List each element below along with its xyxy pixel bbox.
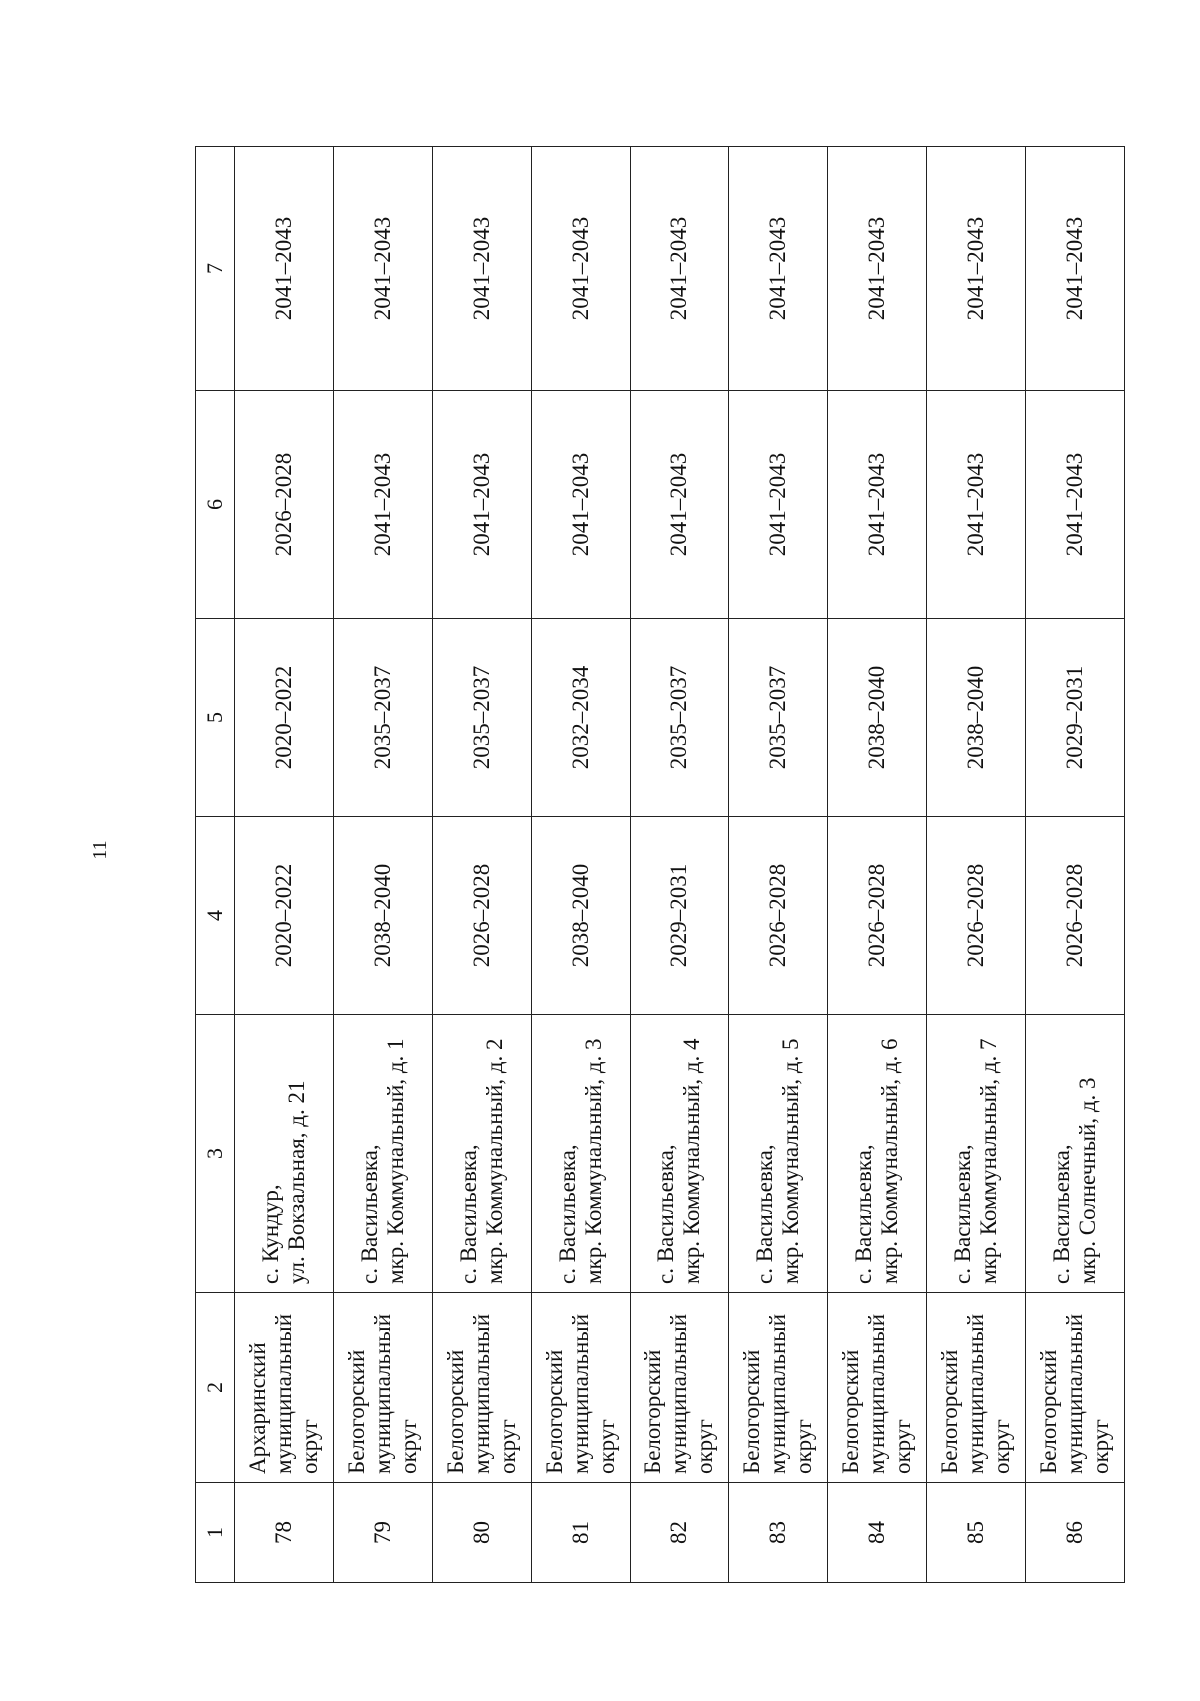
header-row xyxy=(196,147,235,1583)
address-line: с. Васильевка, xyxy=(455,1144,481,1284)
period-col-7: 2041–2043 xyxy=(333,147,432,391)
municipality-name: Белогорский муниципальный округ xyxy=(1026,1293,1125,1483)
address-line: мкр. Солнечный, д. 3 xyxy=(1075,1077,1100,1284)
period-col-4: 2038–2040 xyxy=(333,817,432,1015)
period-col-4: 2026–2028 xyxy=(927,817,1026,1015)
period-col-6: 2041–2043 xyxy=(333,391,432,619)
period-col-4: 2026–2028 xyxy=(828,817,927,1015)
municipality-name: Белогорский муниципальный округ xyxy=(333,1293,432,1483)
table-row xyxy=(531,147,630,1583)
municipality-name: Белогорский муниципальный округ xyxy=(729,1293,828,1483)
period-col-4: 2026–2028 xyxy=(729,817,828,1015)
address xyxy=(729,1015,828,1293)
period-col-4: 2020–2022 xyxy=(235,817,334,1015)
period-col-7: 2041–2043 xyxy=(927,147,1026,391)
header-col-2: 2 xyxy=(196,1293,235,1483)
municipality-name: Архаринский муниципальный округ xyxy=(235,1293,334,1483)
address-line: с. Васильевка, xyxy=(356,1144,382,1284)
period-col-7: 2041–2043 xyxy=(828,147,927,391)
header-col-5: 5 xyxy=(196,619,235,817)
period-col-4: 2026–2028 xyxy=(432,817,531,1015)
row-number: 78 xyxy=(235,1483,334,1583)
address-line: с. Васильевка, xyxy=(950,1144,976,1284)
period-col-5: 2035–2037 xyxy=(630,619,729,817)
address-line: ул. Вокзальная, д. 21 xyxy=(283,1080,309,1284)
address-line: мкр. Коммунальный, д. 3 xyxy=(580,1038,606,1284)
period-col-7: 2041–2043 xyxy=(432,147,531,391)
municipality-name: Белогорский муниципальный округ xyxy=(927,1293,1026,1483)
row-number: 84 xyxy=(828,1483,927,1583)
table-row xyxy=(828,147,927,1583)
table-row xyxy=(630,147,729,1583)
address xyxy=(1026,1015,1125,1293)
address xyxy=(828,1015,927,1293)
municipality-name: Белогорский муниципальный округ xyxy=(432,1293,531,1483)
address-line: мкр. Коммунальный, д. 5 xyxy=(778,1038,804,1284)
header-col-4: 4 xyxy=(196,817,235,1015)
address-line: мкр. Коммунальный, д. 1 xyxy=(382,1038,408,1284)
address-line: мкр. Коммунальный, д. 6 xyxy=(877,1038,903,1284)
address xyxy=(235,1015,334,1293)
row-number: 81 xyxy=(531,1483,630,1583)
header-col-6: 6 xyxy=(196,391,235,619)
period-col-6: 2026–2028 xyxy=(235,391,334,619)
period-col-5: 2035–2037 xyxy=(333,619,432,817)
row-number: 85 xyxy=(927,1483,1026,1583)
period-col-5: 2038–2040 xyxy=(828,619,927,817)
table-row xyxy=(729,147,828,1583)
address-line: мкр. Коммунальный, д. 2 xyxy=(481,1038,507,1284)
period-col-4: 2029–2031 xyxy=(630,817,729,1015)
table-row xyxy=(333,147,432,1583)
row-number: 80 xyxy=(432,1483,531,1583)
period-col-4: 2026–2028 xyxy=(1026,817,1125,1015)
header-col-7: 7 xyxy=(196,147,235,391)
address-line: с. Васильевка, xyxy=(653,1144,679,1284)
address xyxy=(333,1015,432,1293)
period-col-5: 2038–2040 xyxy=(927,619,1026,817)
period-col-6: 2041–2043 xyxy=(828,391,927,619)
table-row xyxy=(927,147,1026,1583)
municipality-name: Белогорский муниципальный округ xyxy=(828,1293,927,1483)
address-line: с. Васильевка, xyxy=(554,1144,580,1284)
period-col-5: 2029–2031 xyxy=(1026,619,1125,817)
address xyxy=(531,1015,630,1293)
period-col-6: 2041–2043 xyxy=(630,391,729,619)
municipality-name: Белогорский муниципальный округ xyxy=(531,1293,630,1483)
table-row xyxy=(432,147,531,1583)
address xyxy=(927,1015,1026,1293)
address-line: с. Васильевка, xyxy=(1049,1144,1075,1284)
schedule-table xyxy=(195,146,1125,1583)
table-row xyxy=(235,147,334,1583)
period-col-6: 2041–2043 xyxy=(1026,391,1125,619)
address-line: с. Кундур, xyxy=(257,1184,283,1284)
address-line: мкр. Коммунальный, д. 7 xyxy=(976,1038,1002,1284)
period-col-6: 2041–2043 xyxy=(531,391,630,619)
address-line: с. Васильевка, xyxy=(752,1144,778,1284)
municipality-name: Белогорский муниципальный округ xyxy=(630,1293,729,1483)
period-col-7: 2041–2043 xyxy=(531,147,630,391)
header-col-1: 1 xyxy=(196,1483,235,1583)
address xyxy=(630,1015,729,1293)
address xyxy=(432,1015,531,1293)
period-col-7: 2041–2043 xyxy=(630,147,729,391)
period-col-7: 2041–2043 xyxy=(1026,147,1125,391)
period-col-6: 2041–2043 xyxy=(432,391,531,619)
period-col-6: 2041–2043 xyxy=(729,391,828,619)
address-line: мкр. Коммунальный, д. 4 xyxy=(679,1038,705,1284)
period-col-5: 2035–2037 xyxy=(729,619,828,817)
row-number: 79 xyxy=(333,1483,432,1583)
period-col-5: 2035–2037 xyxy=(432,619,531,817)
period-col-5: 2020–2022 xyxy=(235,619,334,817)
period-col-7: 2041–2043 xyxy=(235,147,334,391)
table-row xyxy=(1026,147,1125,1583)
period-col-5: 2032–2034 xyxy=(531,619,630,817)
address-line: с. Васильевка, xyxy=(851,1144,877,1284)
period-col-6: 2041–2043 xyxy=(927,391,1026,619)
period-col-7: 2041–2043 xyxy=(729,147,828,391)
period-col-4: 2038–2040 xyxy=(531,817,630,1015)
page-number: 11 xyxy=(89,840,111,860)
rotated-table-container xyxy=(195,147,1125,1583)
row-number: 83 xyxy=(729,1483,828,1583)
header-col-3: 3 xyxy=(196,1015,235,1293)
row-number: 82 xyxy=(630,1483,729,1583)
row-number: 86 xyxy=(1026,1483,1125,1583)
